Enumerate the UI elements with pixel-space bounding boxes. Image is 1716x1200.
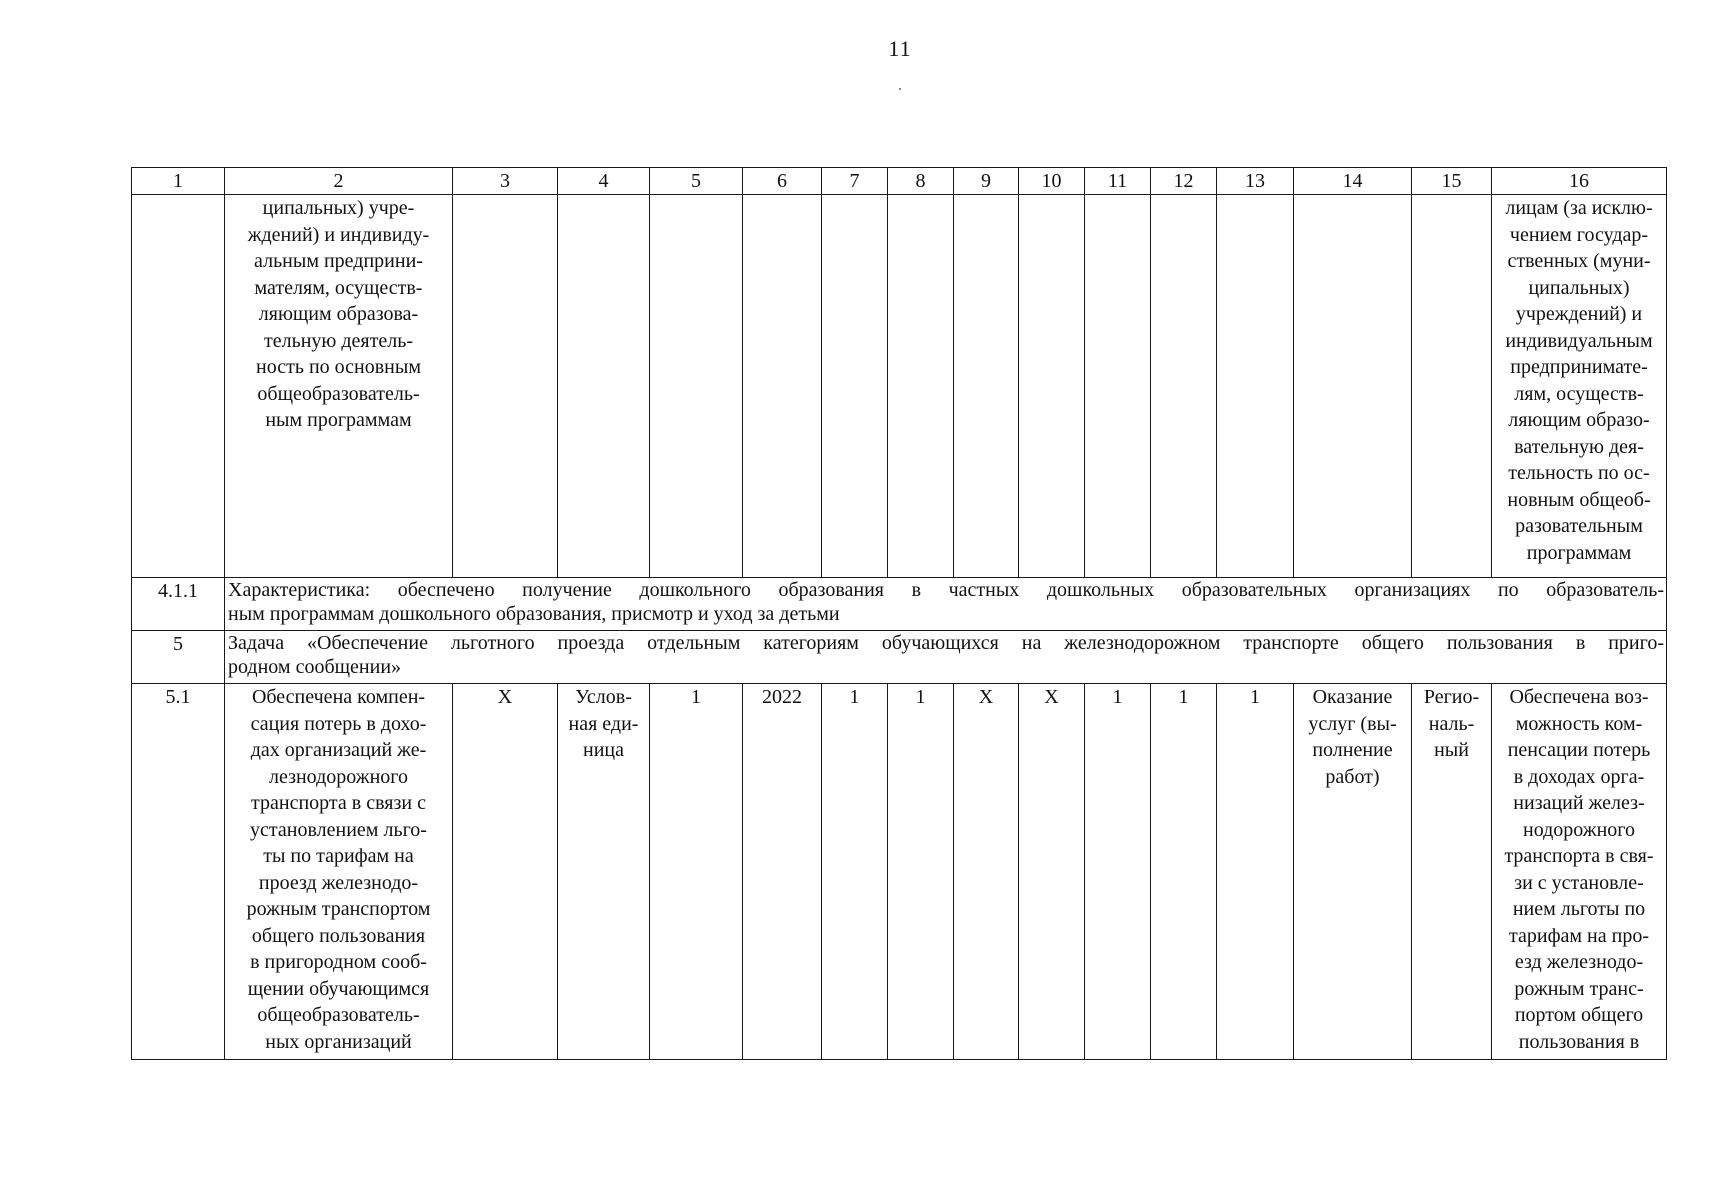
row-number: 5 (132, 631, 225, 684)
cell-empty (1217, 195, 1294, 578)
text-line: транспорта в свя- (1504, 845, 1654, 867)
text-line: работ) (1325, 765, 1380, 788)
header-cell: 3 (453, 168, 558, 195)
text-line: проезд железнодо- (258, 871, 419, 894)
result-row (132, 684, 1667, 1060)
header-cell: 2 (225, 168, 453, 195)
text-line: ная еди- (568, 712, 639, 735)
header-cell: 14 (1294, 168, 1412, 195)
text-line: лицам (за исклю- (1505, 197, 1653, 219)
task-text (225, 631, 1667, 684)
text-line: рожным транс- (1514, 977, 1644, 1000)
row-number: 4.1.1 (132, 578, 225, 631)
cell-value: Х (453, 684, 558, 1060)
text-line: чением государ- (1509, 223, 1649, 246)
header-cell: 9 (954, 168, 1019, 195)
cell-value: Х (1019, 684, 1085, 1060)
cell-empty (1412, 195, 1492, 578)
continued-row (132, 195, 1667, 578)
cell-empty (1019, 195, 1085, 578)
text-line: учреждений) и (1515, 303, 1643, 325)
cell-unit (558, 684, 650, 1060)
header-cell: 7 (822, 168, 888, 195)
cell-empty (650, 195, 743, 578)
text-line: разовательным (1515, 515, 1643, 537)
text-line: наль- (1428, 712, 1475, 735)
text-line: индивидуальным (1505, 329, 1653, 352)
text-line: ным программам (265, 409, 412, 431)
cell-empty (558, 195, 650, 578)
characteristic-row (132, 578, 1667, 631)
task-row (132, 631, 1667, 684)
text-line: щении обучающимся (247, 977, 430, 1000)
text-line: альным предприни- (254, 250, 423, 272)
text-line: ный (1434, 739, 1469, 761)
cell-level (1412, 684, 1492, 1060)
text-line: лезнодорожного (268, 765, 409, 788)
header-cell: 10 (1019, 168, 1085, 195)
cell-value: 1 (650, 684, 743, 1060)
text-line: мателям, осуществ- (254, 276, 423, 299)
text-line: пенсации потерь (1507, 739, 1651, 761)
text-line: дах организаций же- (250, 739, 427, 761)
text-line: новным общеоб- (1507, 488, 1651, 511)
header-cell: 1 (132, 168, 225, 195)
text-line: ципальных) учре- (262, 197, 415, 219)
text-line: ты по тарифам на (263, 845, 414, 867)
cell-year: 2022 (743, 684, 822, 1060)
text-line: лям, осуществ- (1514, 382, 1644, 405)
text-line: ждений) и индивиду- (247, 223, 430, 246)
cell-value: 1 (822, 684, 888, 1060)
text-line: родном сообщении» (228, 656, 402, 678)
header-cell: 16 (1492, 168, 1667, 195)
text-line: Задача «Обеспечение льготного проезда отдельным категориям обучающихся на железнодорожном транспорте общего пользования в приго- (228, 632, 1664, 654)
scan-speck (899, 88, 901, 90)
cell-result (1492, 684, 1667, 1060)
text-line: в пригородном сооб- (250, 951, 427, 973)
text-line: тельность по ос- (1508, 462, 1650, 484)
text-line: транспорта в связи с (251, 792, 426, 814)
text-line: тарифам на про- (1509, 924, 1649, 947)
text-line: установлением льго- (250, 818, 427, 841)
text-line: ляющим образо- (1508, 409, 1650, 431)
text-line: Обеспечена компен- (251, 686, 426, 708)
text-line: вательную дея- (1514, 435, 1644, 458)
cell-empty (1085, 195, 1151, 578)
cell-empty (822, 195, 888, 578)
cell-empty (954, 195, 1019, 578)
cell-result (1492, 195, 1667, 578)
text-line: ница (583, 739, 624, 761)
text-line: Обеспечена воз- (1509, 686, 1649, 708)
cell-value: 1 (1151, 684, 1217, 1060)
text-line: низаций желез- (1513, 792, 1645, 814)
header-cell: 13 (1217, 168, 1294, 195)
text-line: общеобразователь- (257, 382, 420, 405)
text-line: портом общего (1514, 1004, 1644, 1026)
text-line: пользования в (1518, 1030, 1640, 1053)
text-line: рожным транспортом (246, 898, 431, 920)
text-line: ным программам дошкольного образования, присмотр и уход за детьми (228, 603, 840, 625)
cell-empty (1294, 195, 1412, 578)
text-line: езд железнодо- (1514, 951, 1644, 973)
text-line: ципальных) (1528, 276, 1630, 299)
text-line: полнение (1312, 739, 1393, 761)
text-line: ных организаций (265, 1030, 412, 1053)
cell-value: 1 (888, 684, 954, 1060)
cell-type (1294, 684, 1412, 1060)
text-line: ственных (муни- (1507, 250, 1651, 272)
row-number: 5.1 (132, 684, 225, 1060)
page-number: 11 (888, 36, 912, 61)
text-line: предпринимате- (1510, 356, 1648, 378)
header-row (132, 168, 1667, 195)
header-cell: 6 (743, 168, 822, 195)
text-line: сация потерь в дохо- (250, 712, 427, 735)
text-line: ность по основным (256, 356, 421, 378)
characteristic-text (225, 578, 1667, 631)
text-line: услуг (вы- (1308, 712, 1397, 735)
cell-description (225, 195, 453, 578)
header-cell: 4 (558, 168, 650, 195)
program-table (131, 167, 1667, 1060)
text-line: можность ком- (1515, 712, 1643, 735)
header-cell: 15 (1412, 168, 1492, 195)
header-cell: 12 (1151, 168, 1217, 195)
text-line: программам (1526, 541, 1632, 564)
text-line: общеобразователь- (257, 1004, 420, 1026)
header-cell: 11 (1085, 168, 1151, 195)
cell-empty (888, 195, 954, 578)
text-line: в доходах орга- (1513, 765, 1645, 788)
text-line: тельную деятель- (264, 329, 413, 352)
text-line: нием льготы по (1512, 898, 1646, 920)
cell-num (132, 195, 225, 578)
text-line: ляющим образова- (258, 303, 419, 325)
cell-empty (1151, 195, 1217, 578)
text-line: Оказание (1312, 686, 1393, 708)
text-line: общего пользования (251, 924, 426, 947)
header-cell: 5 (650, 168, 743, 195)
text-line: нодорожного (1522, 818, 1636, 841)
cell-value: 1 (1085, 684, 1151, 1060)
text-line: зи с установле- (1514, 871, 1644, 894)
text-line: Услов- (575, 686, 632, 708)
cell-empty (743, 195, 822, 578)
text-line: Регио- (1423, 686, 1480, 708)
cell-empty (453, 195, 558, 578)
cell-description (225, 684, 453, 1060)
header-cell: 8 (888, 168, 954, 195)
text-line: Характеристика: обеспечено получение дошкольного образования в частных дошкольных образовательных организациях по образователь- (228, 579, 1664, 601)
cell-value: 1 (1217, 684, 1294, 1060)
cell-value: Х (954, 684, 1019, 1060)
